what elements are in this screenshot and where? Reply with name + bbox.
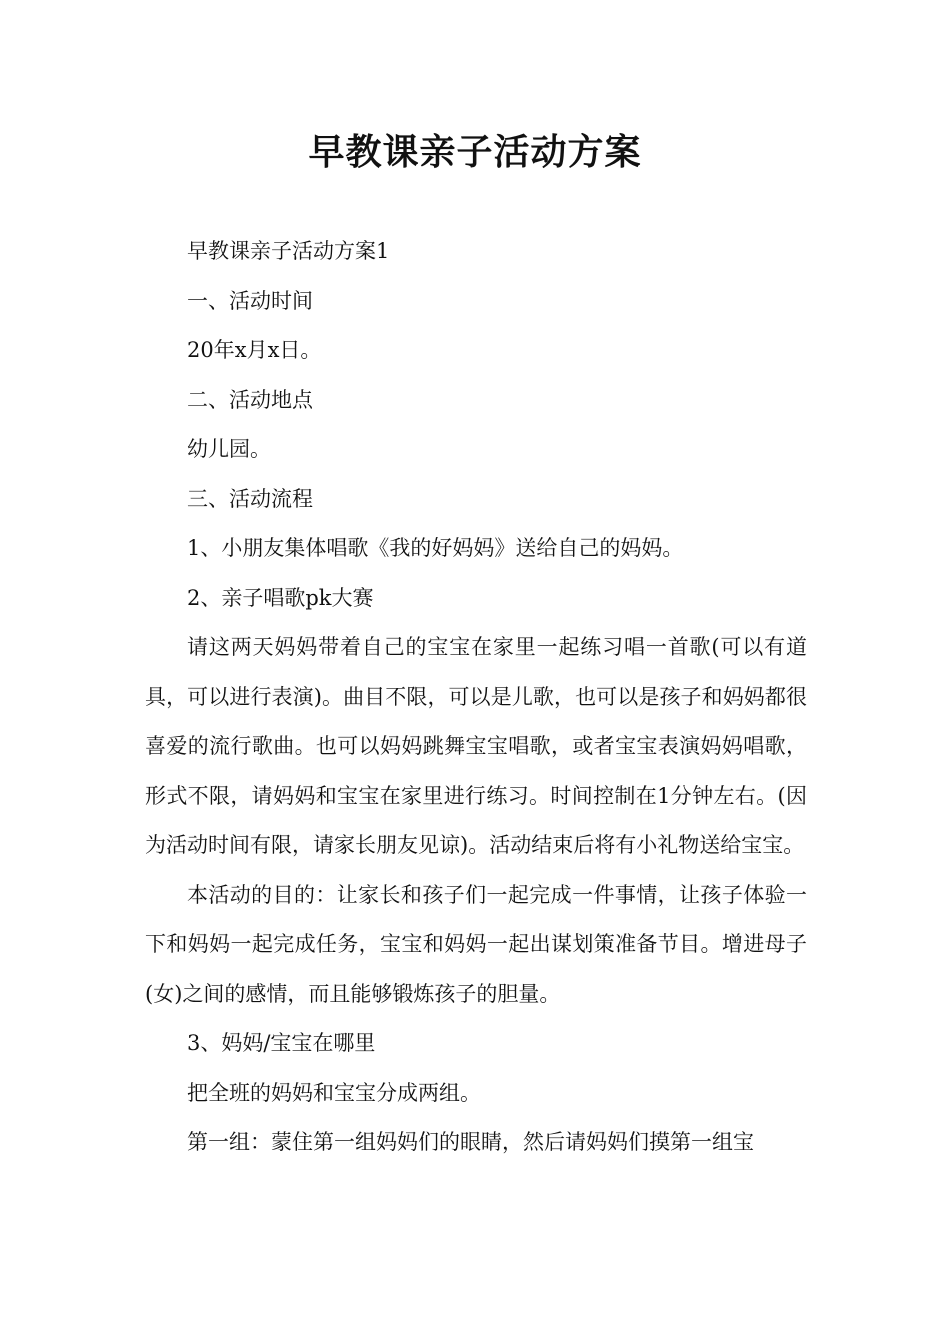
- paragraph-purpose: 本活动的目的：让家长和孩子们一起完成一件事情，让孩子体验一下和妈妈一起完成任务，宝宝和妈妈一起出谋划策准备节目。增进母子(女)之间的感情，而且能够锻炼孩子的胆量。: [145, 882, 807, 1006]
- paragraph-place-value: 幼儿园。: [187, 437, 271, 461]
- paragraph-step-3-grouping: 把全班的妈妈和宝宝分成两组。: [187, 1080, 481, 1105]
- paragraph-time-value: 20年x月x日。: [187, 338, 322, 362]
- paragraph-plan-heading: 早教课亲子活动方案1: [187, 239, 390, 263]
- paragraph-step-3: 3、妈妈/宝宝在哪里: [187, 1031, 376, 1055]
- document-title: 早教课亲子活动方案: [308, 132, 642, 173]
- paragraph-section-time: 一、活动时间: [187, 288, 313, 313]
- document-body: [145, 227, 807, 1168]
- paragraph-step-2-detail: 请这两天妈妈带着自己的宝宝在家里一起练习唱一首歌(可以有道具，可以进行表演)。曲目不限，可以是儿歌，也可以是孩子和妈妈都很喜爱的流行歌曲。也可以妈妈跳舞宝宝唱歌，或者宝宝表演妈妈唱歌，形式不限，请妈妈和宝宝在家里进行练习。时间控制在1分钟左右。(因为活动时间有限，请家长朋友见谅)。活动结束后将有小礼物送给宝宝。: [145, 635, 807, 857]
- paragraph-step-1: 1、小朋友集体唱歌《我的好妈妈》送给自己的妈妈。: [187, 536, 684, 560]
- paragraph-section-place: 二、活动地点: [187, 387, 313, 412]
- paragraph-step-3-group-1: 第一组：蒙住第一组妈妈们的眼睛，然后请妈妈们摸第一组宝: [187, 1130, 754, 1154]
- paragraph-step-2: 2、亲子唱歌pk大赛: [187, 585, 374, 610]
- paragraph-section-process: 三、活动流程: [187, 486, 313, 511]
